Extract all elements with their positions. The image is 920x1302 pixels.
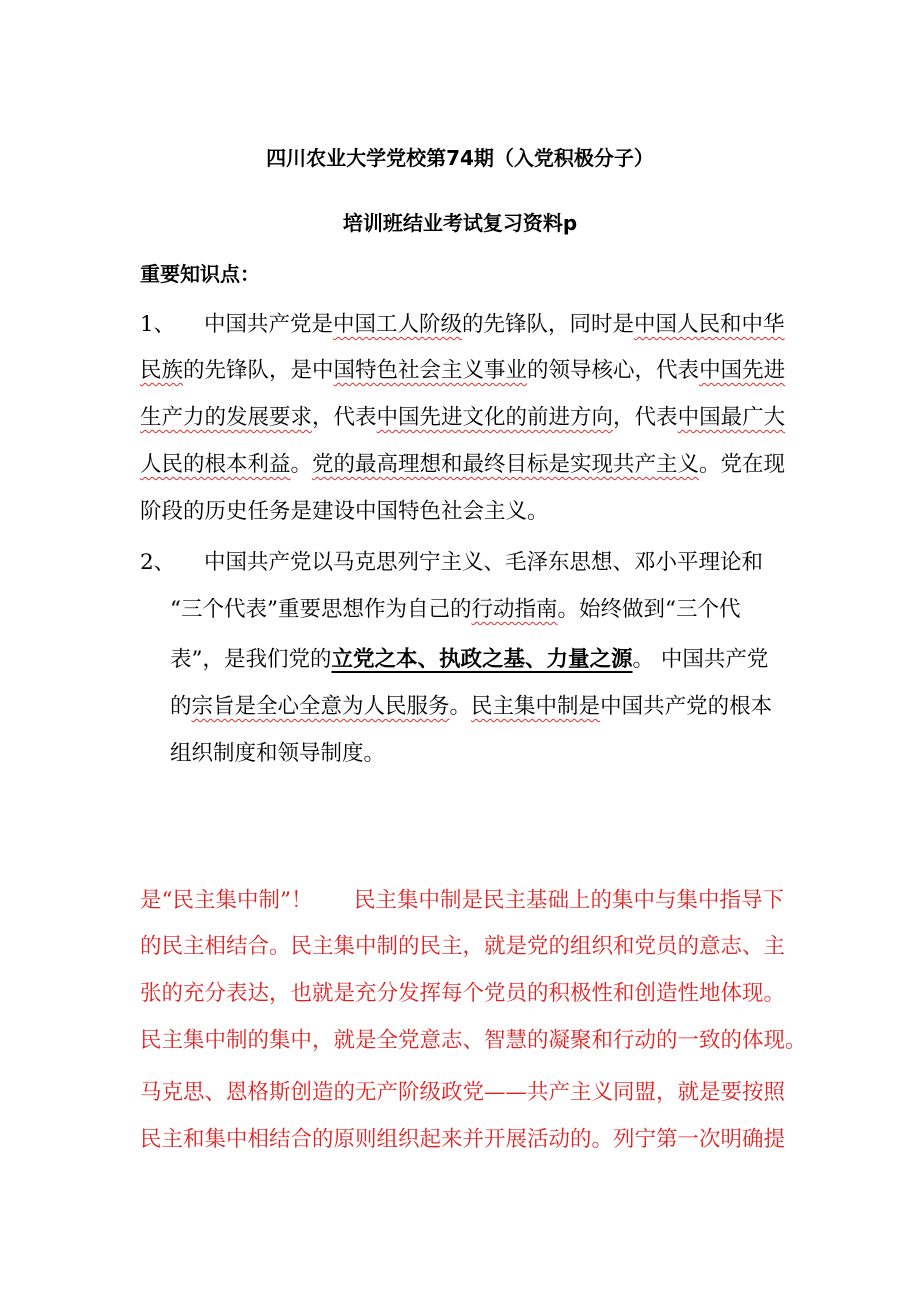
underlined-phrase: 人民的根本利益: [140, 452, 291, 477]
underlined-phrase: 中国先进文化的前进方向: [376, 405, 614, 430]
text: 。: [290, 452, 313, 477]
red-line-2: 的民主相结合。民主集中制的民主，就是党的组织和党员的意志、主: [140, 934, 786, 959]
underlined-phrase: 生产力的发展要求: [140, 405, 313, 430]
text: “三个代表”重要思想作为自己的: [170, 597, 472, 622]
item-2-line-5: 组织制度和领导制度。: [170, 741, 386, 766]
item-1-line-5: 阶段的历史任务是建设中国特色社会主义。: [140, 499, 549, 524]
red-line-6: 民主和集中相结合的原则组织起来并开展活动的。列宁第一次明确提: [140, 1127, 786, 1152]
underlined-phrase: 国特色社会主义事业: [333, 358, 528, 383]
red-line-5: 马克思、恩格斯创造的无产阶级政党——共产主义同盟，就是要按照: [140, 1080, 786, 1105]
red-line-4: 民主集中制的集中，就是全党意志、智慧的凝聚和行动的一致的体现。: [140, 1028, 807, 1053]
item-1-line-1: [140, 310, 785, 340]
section-heading: 重要知识点：: [140, 262, 260, 286]
text: 的先锋队，是中: [183, 358, 334, 383]
item-1-number: 1、: [140, 312, 176, 337]
item-2-line-2: [170, 595, 741, 625]
underlined-phrase: 宗旨是全心全意为人民服务: [191, 694, 450, 719]
text: ，代表: [613, 405, 678, 430]
text: 中国共产党是: [204, 312, 334, 337]
underlined-phrase: 中国工人阶级: [333, 312, 463, 337]
text: ，代表: [312, 405, 377, 430]
text: 的: [170, 694, 192, 719]
underlined-phrase: 行动指南: [471, 597, 558, 622]
text: 的领导核心，代表: [527, 358, 700, 383]
text: 表”，是我们党的: [170, 647, 332, 672]
text: 的先锋队，同时是: [462, 312, 635, 337]
red-line-1: [140, 886, 784, 916]
item-2-line-3: [170, 645, 768, 675]
item-2-number: 2、: [140, 550, 176, 575]
bold-underlined-phrase: 立党之本、执政之基、力量之源: [331, 647, 633, 672]
underlined-phrase: 党的最高理想和最终目标是实现共产主义: [312, 452, 700, 477]
text: 。 中国共产党: [632, 647, 769, 672]
text: 中国共产党的根本: [600, 694, 773, 719]
title-line-1: 四川农业大学党校第74期（入党积极分子）: [266, 146, 654, 170]
red-line-3: 张的充分表达，也就是充分发挥每个党员的积极性和创造性地体现。: [140, 981, 786, 1006]
text: 民主集中制是民主基础上的集中与集中指导下: [354, 888, 785, 913]
text: 中国共产党以马克思列宁主义、毛泽东思想、邓小平理论和: [204, 550, 764, 575]
text: 。党在现: [699, 452, 786, 477]
title-line-2: 培训班结业考试复习资料p: [342, 211, 578, 235]
underlined-phrase: 中国人民和中华: [634, 312, 785, 337]
text: 。: [449, 694, 472, 719]
underlined-phrase: 民族: [140, 358, 184, 383]
text: 。始终做到“三个代: [557, 597, 741, 622]
underlined-phrase: 中国最广大: [677, 405, 786, 430]
item-2-line-1: [140, 548, 763, 578]
underlined-phrase: 民主集中制是: [471, 694, 601, 719]
red-lead: 是“民主集中制”！: [140, 888, 313, 913]
underlined-phrase: 中国先进: [699, 358, 786, 383]
item-2-line-4: [170, 692, 772, 722]
item-1-line-3: [140, 403, 785, 433]
item-1-line-4: [140, 450, 785, 480]
item-1-line-2: [140, 356, 785, 386]
